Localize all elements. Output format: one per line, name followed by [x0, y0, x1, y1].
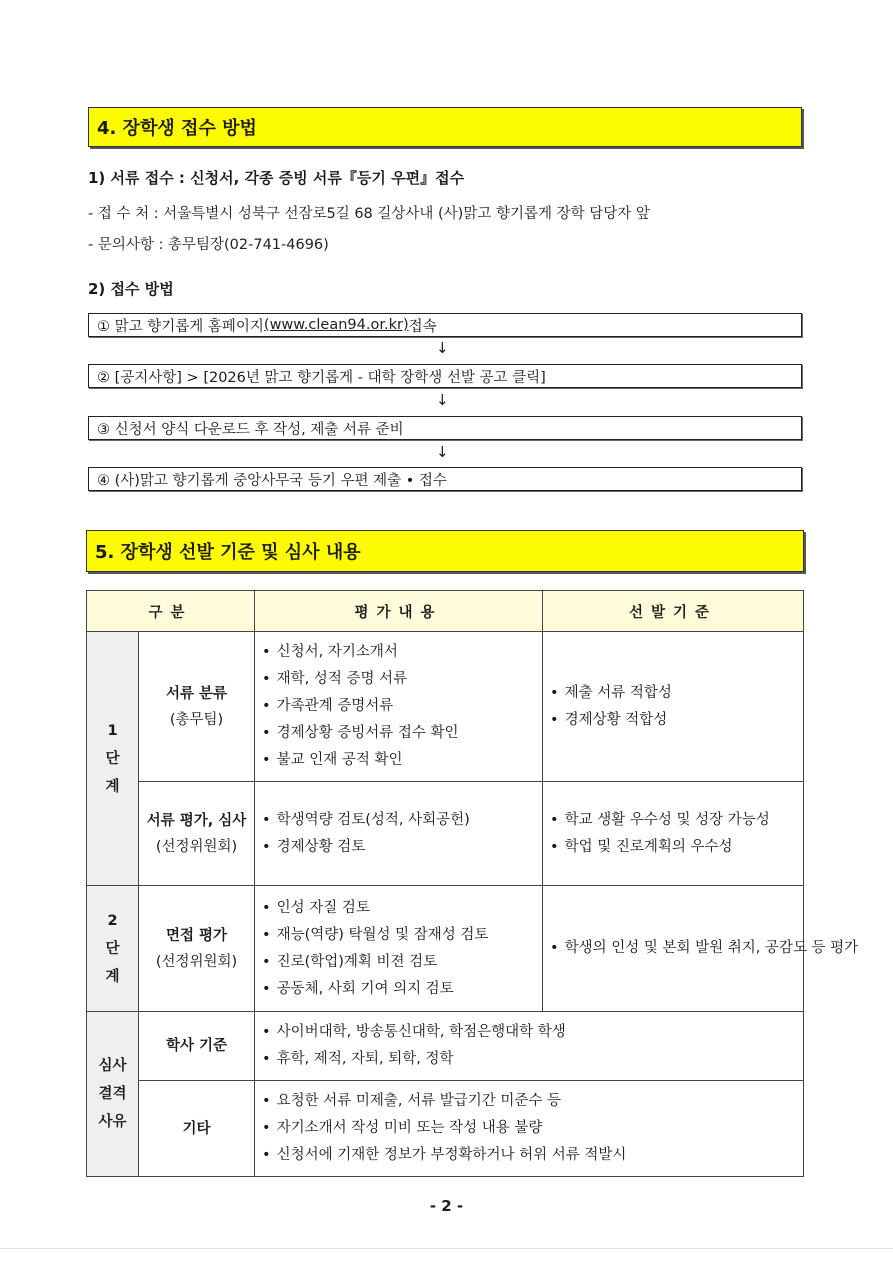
list-item: • 학교 생활 우수성 및 성장 가능성 [550, 807, 798, 834]
step-1-text: ① 맑고 향기롭게 홈페이지 [97, 318, 264, 335]
submission-subtitle: 1) 서류 접수 : 신청서, 각종 증빙 서류『등기 우편』접수 [88, 169, 465, 187]
arrow-down-icon: ↓ [436, 339, 449, 357]
list-item: • 사이버대학, 방송통신대학, 학점은행대학 학생 [262, 1019, 798, 1046]
list-item: • 공동체, 사회 기여 의지 검토 [262, 976, 537, 1003]
list-item: • 신청서, 자기소개서 [262, 639, 537, 666]
list-item: • 가족관계 증명서류 [262, 693, 537, 720]
homepage-link[interactable]: (www.clean94.or.kr) [263, 317, 409, 333]
category-cell [139, 1012, 255, 1081]
list-item: • 진로(학업)계획 비젼 검토 [262, 949, 537, 976]
category-main: 면접 평가 [165, 927, 228, 944]
arrow-down-icon: ↓ [436, 391, 449, 409]
table-row [87, 632, 804, 782]
step-2: ② [공지사항] > [2026년 맑고 향기롭게 - 대학 장학생 선발 공고 클릭] [88, 364, 802, 388]
category-sub: (총무팀) [169, 711, 224, 728]
evaluation-cell [255, 632, 543, 782]
step-1-suffix: 접속 [408, 318, 437, 335]
list-item: • 불교 인재 공적 확인 [262, 747, 537, 774]
table-row [87, 1012, 804, 1081]
table-row [87, 886, 804, 1012]
header-category: 구분 [87, 591, 255, 632]
table-row [87, 782, 804, 886]
list-item: • 경제상황 적합성 [550, 707, 798, 734]
list-item: • 경제상황 증빙서류 접수 확인 [262, 720, 537, 747]
page-number: - 2 - [429, 1197, 464, 1215]
list-item: • 학생의 인성 및 본회 발원 취지, 공감도 등 평가 [550, 935, 798, 962]
evaluation-cell [255, 782, 543, 886]
category-cell [139, 1081, 255, 1177]
evaluation-cell [255, 1012, 804, 1081]
submission-inquiry: - 문의사항 : 총무팀장(02-741-4696) [88, 237, 329, 253]
table-row [87, 1081, 804, 1177]
category-cell [139, 886, 255, 1012]
criteria-cell [543, 886, 859, 1012]
list-item: • 재학, 성적 증명 서류 [262, 666, 537, 693]
evaluation-cell [255, 886, 543, 1012]
list-item: • 학업 및 진로계획의 우수성 [550, 834, 798, 861]
list-item: • 제출 서류 적합성 [550, 680, 798, 707]
category-cell [139, 632, 255, 782]
step-1 [88, 313, 802, 337]
list-item: • 신청서에 기재한 정보가 부정확하거나 허위 서류 적발시 [262, 1142, 798, 1169]
header-evaluation: 평가내용 [255, 591, 543, 632]
stage-2-label: 2 단 계 [87, 886, 139, 1012]
category-sub: (선정위원회) [155, 953, 238, 970]
list-item: • 재능(역량) 탁월성 및 잠재성 검토 [262, 922, 537, 949]
list-item: • 경제상황 검토 [262, 834, 537, 861]
disqualification-label: 심사 결격 사유 [87, 1012, 139, 1177]
criteria-cell [543, 782, 804, 886]
criteria-cell [543, 632, 804, 782]
category-cell [139, 782, 255, 886]
divider [0, 1248, 893, 1249]
list-item: • 학생역량 검토(성적, 사회공헌) [262, 807, 537, 834]
step-4: ④ (사)맑고 향기롭게 중앙사무국 등기 우편 제출 • 접수 [88, 467, 802, 491]
category-main: 기타 [182, 1120, 211, 1137]
list-item: • 자기소개서 작성 미비 또는 작성 내용 불량 [262, 1115, 798, 1142]
category-main: 서류 분류 [165, 685, 228, 702]
category-sub: (선정위원회) [155, 838, 238, 855]
header-criteria: 선발기준 [543, 591, 804, 632]
evaluation-cell [255, 1081, 804, 1177]
arrow-down-icon: ↓ [436, 443, 449, 461]
list-item: • 휴학, 제적, 자퇴, 퇴학, 정학 [262, 1046, 798, 1073]
step-3: ③ 신청서 양식 다운로드 후 작성, 제출 서류 준비 [88, 416, 802, 440]
table-header-row [87, 591, 804, 632]
method-subtitle: 2) 접수 방법 [88, 280, 174, 298]
list-item: • 인성 자질 검토 [262, 895, 537, 922]
submission-address: - 접 수 처 : 서울특별시 성북구 선잠로5길 68 길상사내 (사)맑고 향기롭게 장학 담당자 앞 [88, 206, 650, 222]
section-4-title: 4. 장학생 접수 방법 [88, 107, 802, 147]
list-item: • 요청한 서류 미제출, 서류 발급기간 미준수 등 [262, 1088, 798, 1115]
category-main: 학사 기준 [165, 1038, 228, 1054]
section-5-title: 5. 장학생 선발 기준 및 심사 내용 [86, 530, 804, 572]
selection-criteria-table [86, 590, 859, 1177]
category-main: 서류 평가, 심사 [146, 812, 247, 829]
stage-1-label: 1 단 계 [87, 632, 139, 886]
